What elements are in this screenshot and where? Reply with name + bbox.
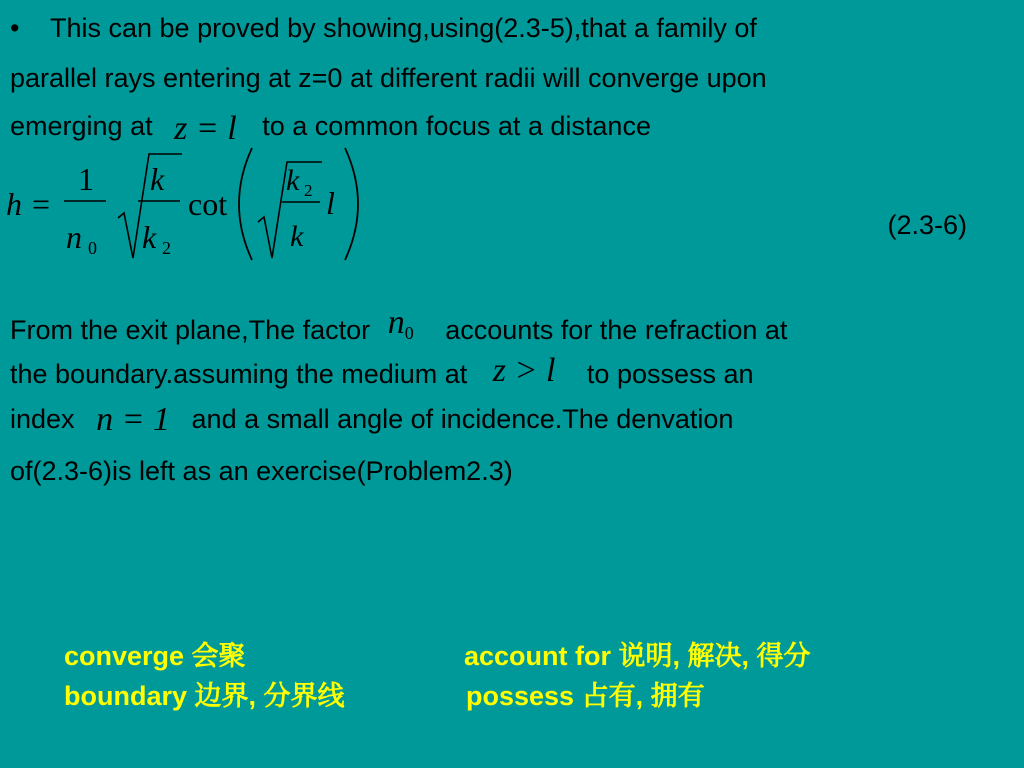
paragraph2-line3-suffix: and a small angle of incidence.The denvation bbox=[191, 404, 734, 434]
vocab-boundary: boundary 边界, 分界线 bbox=[64, 681, 345, 711]
inline-math-z-equals-l: z = l bbox=[174, 110, 237, 147]
formula-numerator-one: 1 bbox=[78, 161, 94, 197]
paragraph1-line1-text: This can be proved by showing,using(2.3-5),that a family of bbox=[50, 13, 757, 43]
formula-k2: k bbox=[142, 219, 157, 255]
formula-inner-k: k bbox=[290, 220, 304, 253]
paragraph2-line2-prefix: the boundary.assuming the medium at bbox=[10, 359, 468, 389]
paragraph2-line3 bbox=[10, 403, 733, 436]
inline-math-z-greater-l: z > l bbox=[492, 352, 556, 389]
paragraph2-line2-suffix: to possess an bbox=[586, 359, 754, 389]
paragraph2-line4: of(2.3-6)is left as an exercise(Problem2.3) bbox=[10, 456, 513, 486]
paragraph1-line2: parallel rays entering at z=0 at different radii will converge upon bbox=[10, 63, 767, 93]
formula-inner-k2-subscript: 2 bbox=[304, 181, 313, 200]
bullet-icon: • bbox=[10, 13, 20, 43]
inline-math-n-subscript: 0 bbox=[404, 323, 414, 343]
vocab-possess: possess 占有, 拥有 bbox=[466, 681, 705, 711]
inline-math-n: n bbox=[387, 304, 405, 341]
equation-number: (2.3-6) bbox=[887, 210, 967, 240]
vocab-account-for: account for 说明, 解决, 得分 bbox=[464, 641, 811, 671]
formula-l: l bbox=[326, 185, 335, 221]
paragraph2-line2 bbox=[10, 352, 754, 390]
formula-h: h bbox=[6, 186, 22, 222]
paragraph2-line1-suffix: accounts for the refraction at bbox=[445, 315, 788, 345]
formula-k2-subscript: 2 bbox=[162, 238, 171, 258]
focus-distance-formula bbox=[0, 140, 380, 268]
paragraph1-line1 bbox=[10, 12, 757, 44]
vocab-converge: converge 会聚 bbox=[64, 641, 246, 671]
formula-cot: cot bbox=[188, 186, 228, 222]
formula-equals: = bbox=[32, 186, 51, 222]
formula-left-paren bbox=[239, 148, 252, 260]
formula-inner-k2: k bbox=[286, 164, 300, 197]
inline-math-n0 bbox=[387, 304, 414, 349]
paragraph2-line3-prefix: index bbox=[10, 404, 75, 434]
formula-n-subscript: 0 bbox=[88, 238, 97, 258]
paragraph1-line3-suffix: to a common focus at a distance bbox=[262, 111, 651, 141]
paragraph2-line1 bbox=[10, 304, 788, 349]
formula-right-paren bbox=[345, 148, 358, 260]
paragraph1-line3-prefix: emerging at bbox=[10, 111, 153, 141]
formula-n: n bbox=[66, 219, 82, 255]
paragraph2-line1-prefix: From the exit plane,The factor bbox=[10, 315, 371, 345]
formula-k: k bbox=[150, 161, 165, 197]
inline-math-n-equals-1: n = 1 bbox=[96, 401, 171, 438]
